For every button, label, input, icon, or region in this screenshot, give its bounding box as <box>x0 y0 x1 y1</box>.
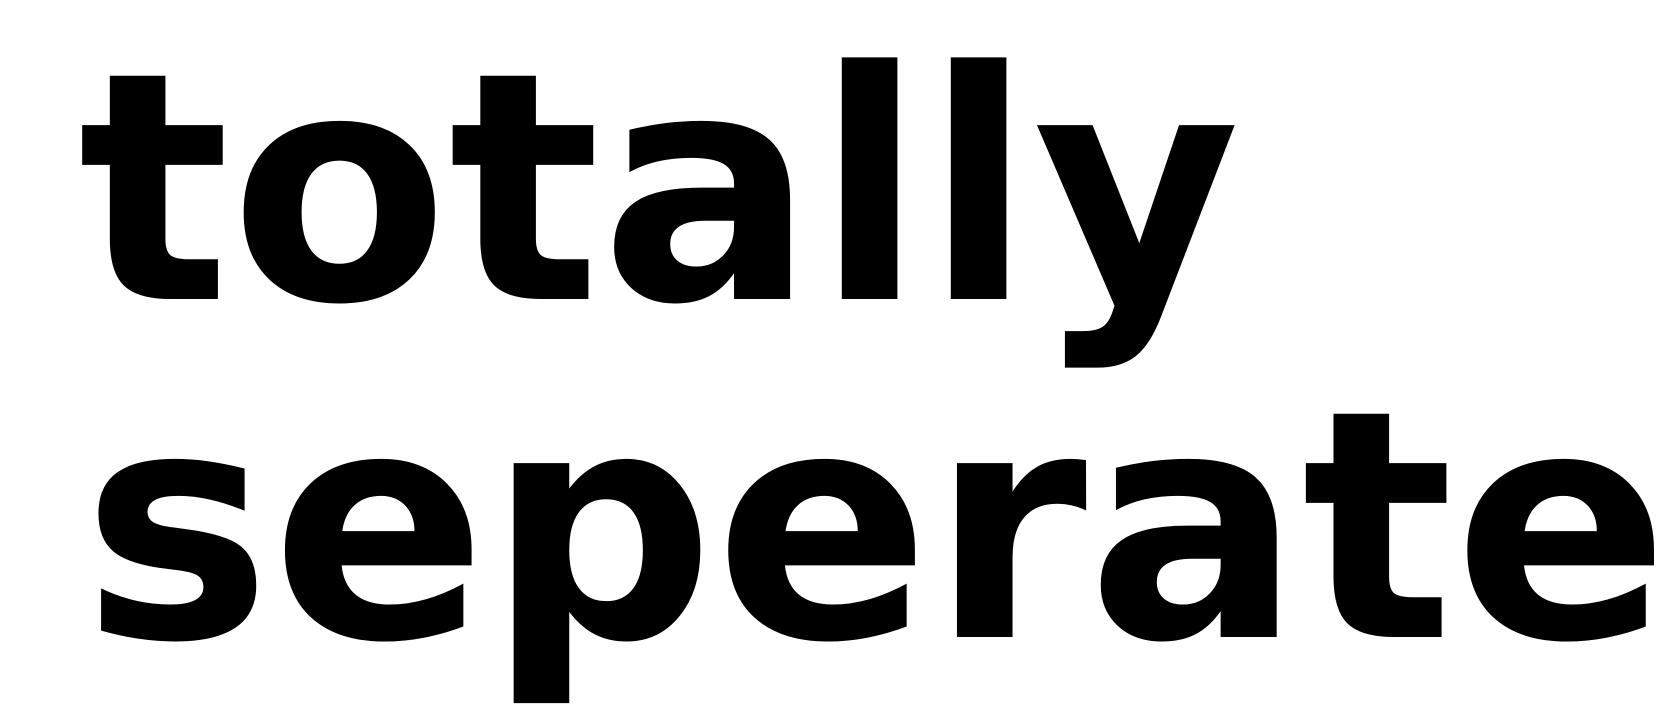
text-line-2: seperate <box>82 342 1669 712</box>
text-line-1: totally <box>78 4 1241 374</box>
